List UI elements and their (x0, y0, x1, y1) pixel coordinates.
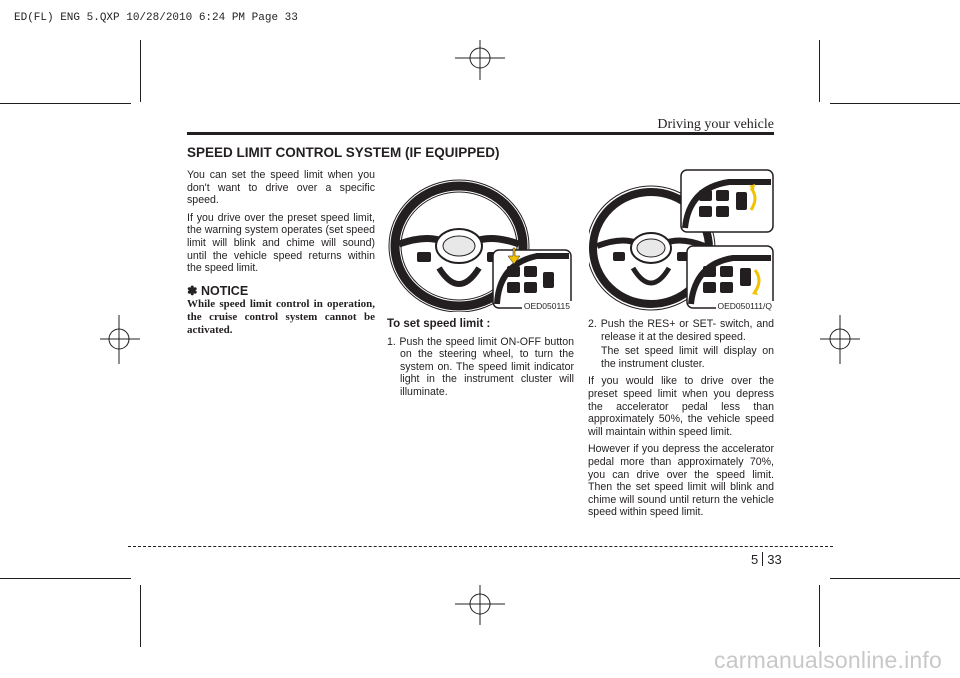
column-3 (588, 318, 774, 524)
page-number-separator (762, 552, 763, 566)
header-rule (187, 132, 774, 135)
subheading: To set speed limit : (387, 318, 491, 330)
page-number (751, 552, 782, 567)
step-2: 2. Push the RES+ or SET- switch, and release it at the desired speed. (588, 318, 774, 343)
accelerator-50-paragraph: If you would like to drive over the preset speed limit when you depress the accelerator pedal less than approximately 50%, the vehicle speed will maintain within speed limit. (588, 375, 774, 438)
notice-body: While speed limit control in operation, the cruise control system cannot be activated. (187, 298, 375, 336)
figure-code: OED050111/Q (717, 301, 772, 311)
figure-steering-wheel-button (387, 168, 573, 312)
accelerator-70-paragraph: However if you depress the accelerator pedal more than approximately 70%, you can drive over the speed limit. Then the set speed limit will blink and chime will sound until return the vehicle speed within speed limit. (588, 443, 774, 519)
step-1: 1. Push the speed limit ON-OFF button on the steering wheel, to turn the system on. The speed limit indicator light in the instrument cluster will illuminate. (387, 335, 574, 398)
page-heading: SPEED LIMIT CONTROL SYSTEM (IF EQUIPPED) (187, 145, 500, 160)
page-number-value: 33 (767, 552, 782, 567)
section-label: Driving your vehicle (657, 117, 774, 132)
intro-paragraph: You can set the speed limit when you don't want to drive over a specific speed. (187, 169, 375, 207)
chapter-number: 5 (751, 552, 759, 567)
column-1 (187, 169, 375, 336)
steering-wheel-illustration (589, 168, 775, 312)
warning-paragraph: If you drive over the preset speed limit, the warning system operates (set speed limit will blink and chime will sound) until the vehicle speed returns within the speed limit. (187, 211, 375, 275)
step-2-note: The set speed limit will display on the instrument cluster. (601, 345, 774, 370)
watermark: carmanualsonline.info (714, 647, 942, 673)
print-slug: ED(FL) ENG 5.QXP 10/28/2010 6:24 PM Page 33 (14, 12, 298, 24)
figure-steering-wheel-switch (589, 168, 775, 312)
column-2 (387, 318, 574, 404)
notice-title: ✽ NOTICE (187, 283, 249, 298)
figure-code: OED050115 (523, 301, 570, 311)
footer-rule (128, 546, 833, 547)
steering-wheel-illustration (387, 168, 573, 312)
